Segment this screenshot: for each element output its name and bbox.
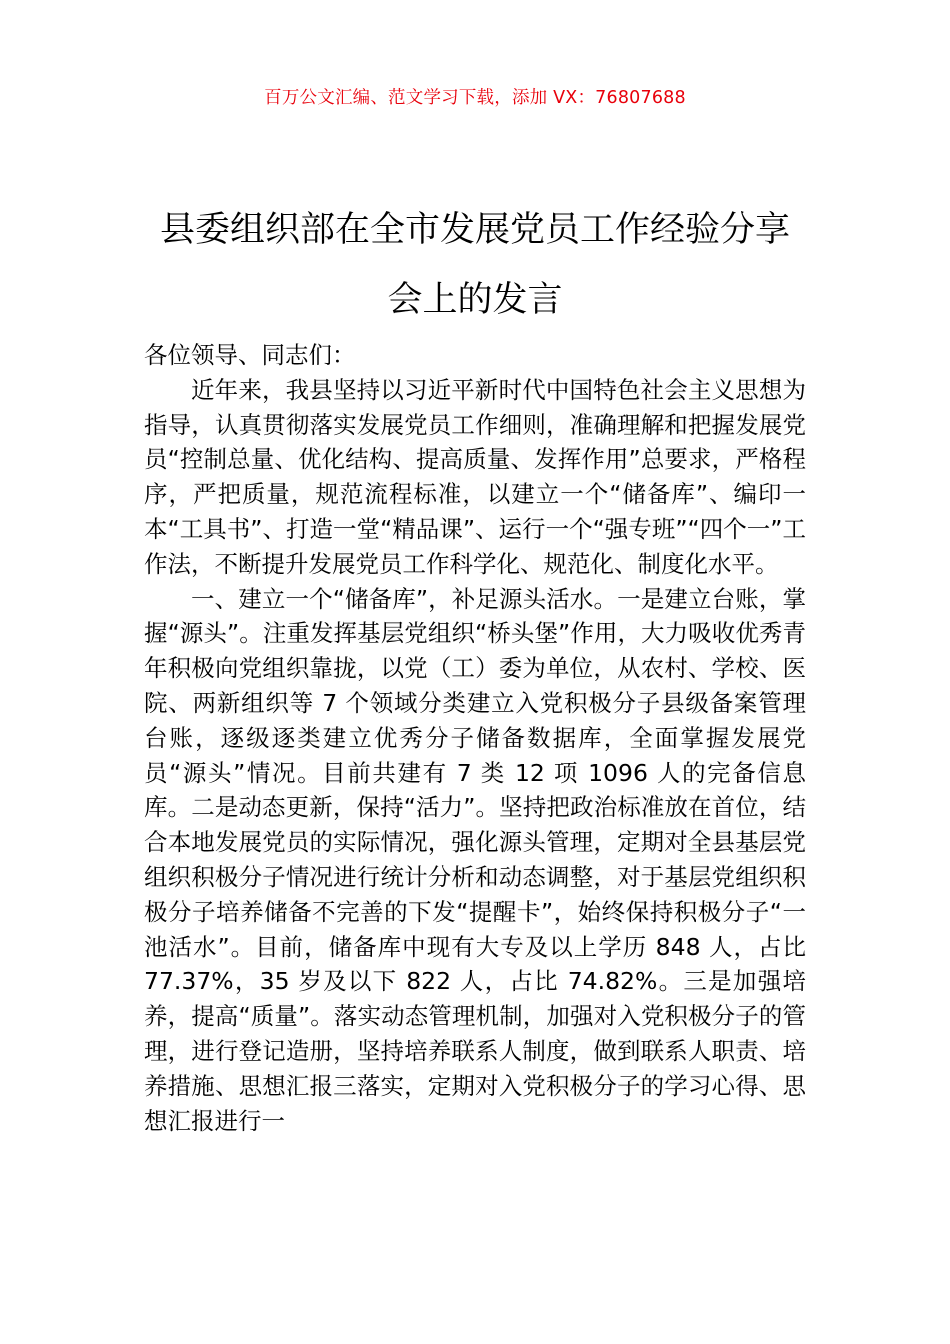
document-body — [144, 338, 806, 1138]
paragraph-intro: 近年来，我县坚持以习近平新时代中国特色社会主义思想为指导，认真贯彻落实发展党员工作细则，准确理解和把握发展党员“控制总量、优化结构、提高质量、发挥作用”总要求，严格程序，严把质量，规范流程标准，以建立一个“储备库”、编印一本“工具书”、打造一堂“精品课”、运行一个“强专班”“四个一”工作法，不断提升发展党员工作科学化、规范化、制度化水平。 — [144, 375, 806, 578]
title-line-2: 会上的发言 — [387, 280, 563, 321]
header-note: 百万公文汇编、范文学习下载，添加 VX：76807688 — [264, 88, 686, 108]
document-title — [120, 195, 830, 335]
title-line-1: 县委组织部在全市发展党员工作经验分享 — [159, 210, 790, 251]
paragraph-section-one: 一、建立一个“储备库”，补足源头活水。一是建立台账，掌握“源头”。注重发挥基层党组织“桥头堡”作用，大力吸收优秀青年积极向党组织靠拢，以党（工）委为单位，从农村、学校、医院、两新组织等 7 个领域分类建立入党积极分子县级备案管理台账，逐级逐类建立优秀分子储备数据库，全面掌握发展党员“源头”情况。目前共建有 7 类 12 项 1096 人的完备信息库。二是动态更新，保持“活力”。坚持把政治标准放在首位，结合本地发展党员的实际情况，强化源头管理，定期对全县基层党组织积极分子情况进行统计分析和动态调整，对于基层党组织积极分子培养储备不完善的下发“提醒卡”，始终保持积极分子“一池活水”。目前，储备库中现有大专及以上学历 848 人，占比 77.37%，35 岁及以下 822 人，占比 74.82%。三是加强培养，提高“质量”。落实动态管理机制，加强对入党积极分子的管理，进行登记造册，坚持培养联系人制度，做到联系人职责、培养措施、思想汇报三落实，定期对入党积极分子的学习心得、思想汇报进行一 — [144, 584, 806, 1135]
salutation: 各位领导、同志们： — [144, 341, 356, 369]
